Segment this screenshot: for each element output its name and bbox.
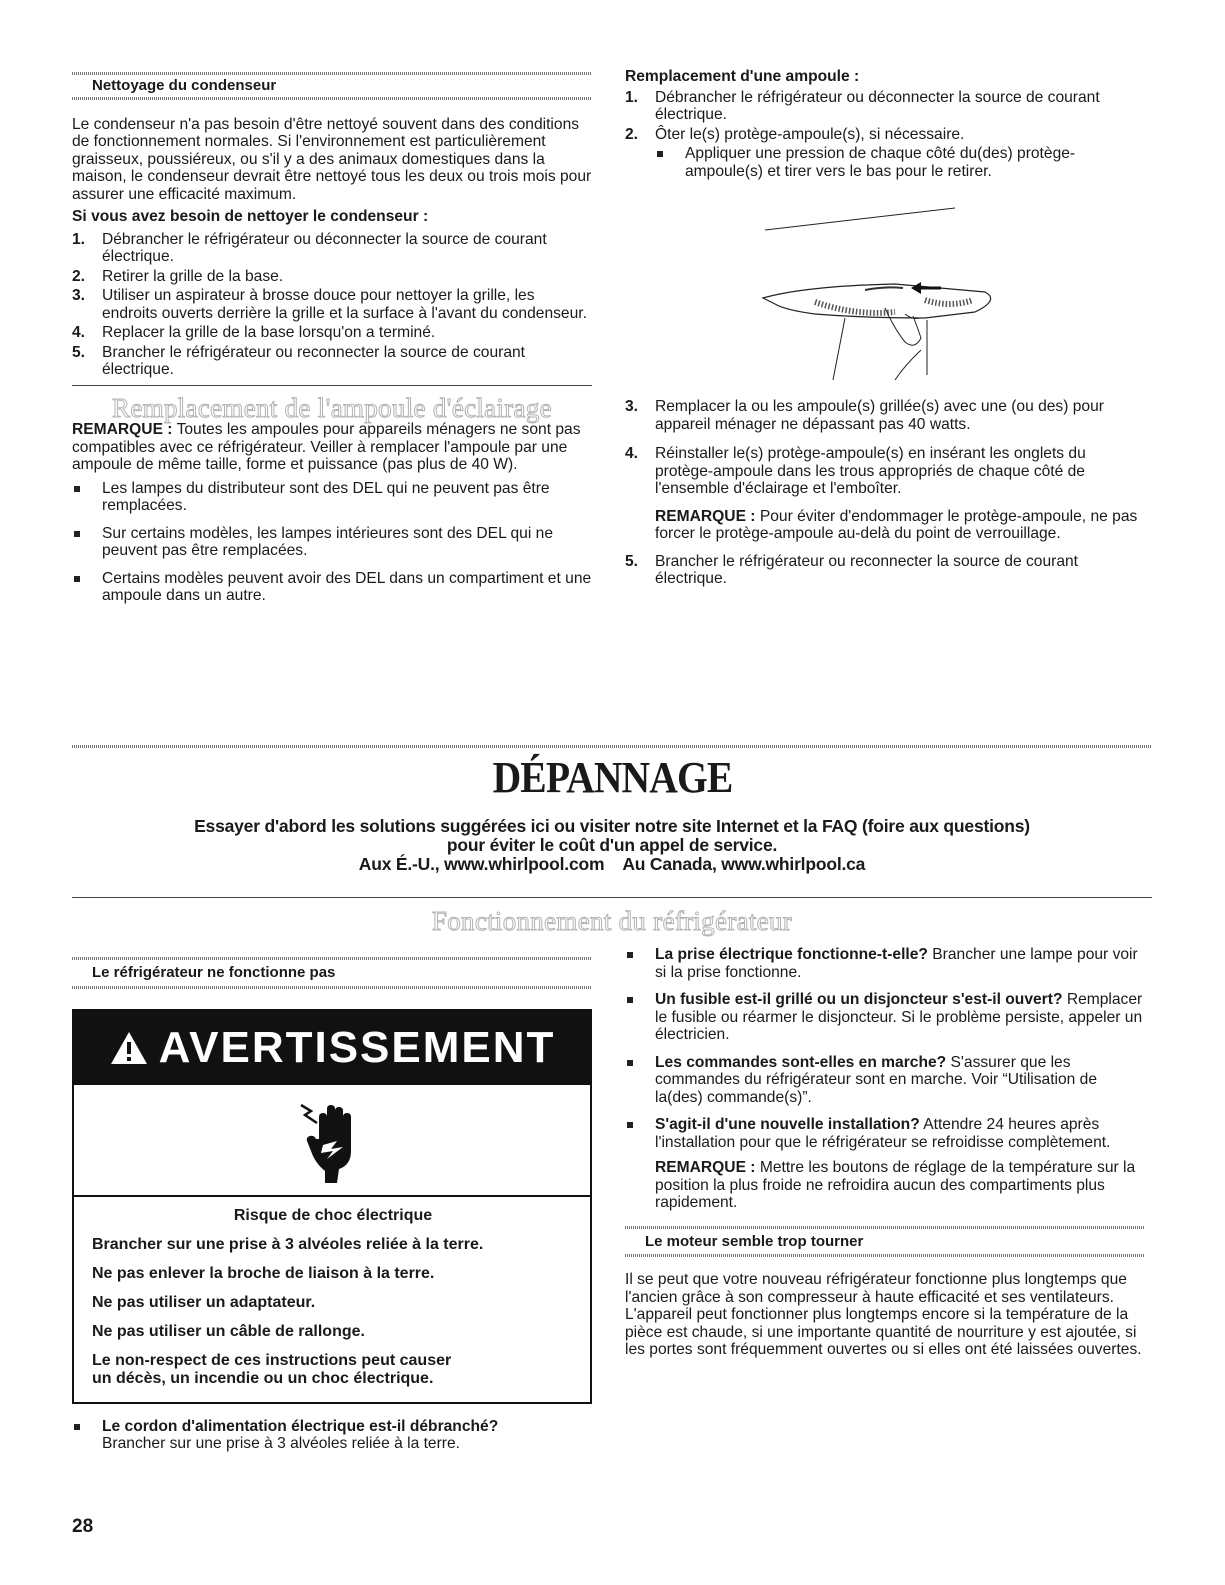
step-text: Utiliser un aspirateur à brosse douce pour nettoyer la grille, les endroits ouverts derrière la grille et la surface à l'avant du condenseur. bbox=[102, 287, 587, 322]
step-item bbox=[625, 126, 1145, 144]
intro-websites: Aux É.-U., www.whirlpool.com Au Canada, www.whirlpool.ca bbox=[358, 854, 866, 874]
note-text: Toutes les ampoules pour appareils ménagers ne sont pas compatibles avec ce réfrigérateur. Veiller à remplacer l'ampoule par une ampoule de même taille, forme et puissance (pas plus de 40 W). bbox=[72, 421, 581, 473]
bullet-item: Les lampes du distributeur sont des DEL qui ne peuvent pas être remplacées. bbox=[72, 480, 592, 515]
note-label: REMARQUE : bbox=[72, 421, 173, 438]
warning-line: Ne pas enlever la broche de liaison à la terre. bbox=[92, 1264, 435, 1282]
check-question: Le cordon d'alimentation électrique est-il débranché? bbox=[102, 1417, 499, 1435]
troubleshooting-intro bbox=[72, 817, 1152, 874]
step-item bbox=[625, 89, 1145, 124]
warning-title: AVERTISSEMENT bbox=[158, 1022, 556, 1072]
bullet-item: Appliquer une pression de chaque côté du(des) protège-ampoule(s) et tirer vers le bas pour le retirer. bbox=[655, 145, 1145, 180]
bulb-bullets bbox=[72, 480, 592, 605]
step-number: 5. bbox=[72, 343, 86, 361]
check-question: S'agit-il d'une nouvelle installation? bbox=[655, 1116, 920, 1133]
motor-text: Il se peut que votre nouveau réfrigérateur fonctionne plus longtemps que l'ancien grâce à son compresseur à haute efficacité et ses ventilateurs. L'appareil peut fonctionner plus longtemps encore si la température de la pièce est chaude, si une importante quantité de nourriture y est ajoutée, si les portes sont fréquemment ouvertes ou si elles ont été laissées ouvertes. bbox=[625, 1271, 1142, 1358]
step-text: Replacer la grille de la base lorsqu'on a terminé. bbox=[102, 324, 436, 341]
bulb-section-title: Remplacement de l'ampoule d'éclairage bbox=[112, 392, 552, 423]
replace-steps-c bbox=[625, 553, 1145, 588]
step-item bbox=[625, 398, 1145, 433]
page-number: 28 bbox=[72, 1516, 94, 1537]
check-question: Un fusible est-il grillé ou un disjoncteur s'est-il ouvert? bbox=[655, 991, 1063, 1008]
step-number: 5. bbox=[625, 552, 639, 570]
warning-body bbox=[74, 1197, 590, 1402]
warning-consequence: un décès, un incendie ou un choc électrique. bbox=[92, 1369, 434, 1387]
intro-line: pour éviter le coût d'un appel de service. bbox=[446, 835, 778, 855]
note-label: REMARQUE : bbox=[655, 507, 756, 525]
bullet-item: Sur certains modèles, les lampes intérieures sont des DEL qui ne peuvent pas être remplacées. bbox=[72, 525, 592, 560]
warning-header bbox=[74, 1011, 590, 1085]
warning-line: Ne pas utiliser un adaptateur. bbox=[92, 1293, 316, 1311]
step-item bbox=[72, 324, 592, 342]
section-rule bbox=[72, 897, 1152, 898]
cord-check bbox=[72, 1418, 592, 1453]
step-number: 3. bbox=[625, 398, 639, 415]
warning-icon-area bbox=[74, 1085, 590, 1197]
checks-section bbox=[625, 946, 1145, 1359]
replace-steps-a bbox=[625, 89, 1145, 144]
bulb-replacement-section bbox=[625, 68, 1145, 590]
check-answer: S'assurer que les commandes du réfrigérateur sont en marche. Voir “Utilisation de la(des) commande(s)”. bbox=[655, 1053, 1098, 1106]
step-number: 1. bbox=[625, 88, 639, 106]
step-number: 2. bbox=[625, 125, 639, 143]
condenser-steps bbox=[72, 231, 592, 379]
check-question: La prise électrique fonctionne-t-elle? bbox=[655, 946, 928, 963]
intro-line: Essayer d'abord les solutions suggérées ici ou visiter notre site Internet et la FAQ (foire aux questions) bbox=[194, 816, 1030, 836]
replace-steps-b bbox=[625, 398, 1145, 498]
check-answer: Brancher une lampe pour voir si la prise fonctionne. bbox=[655, 946, 1138, 981]
warning-risk: Risque de choc électrique bbox=[233, 1206, 433, 1224]
check-answer: Brancher sur une prise à 3 alvéoles reliée à la terre. bbox=[102, 1435, 460, 1452]
not-working-section bbox=[72, 957, 592, 1463]
check-question: Les commandes sont-elles en marche? bbox=[655, 1053, 947, 1071]
condenser-if-heading: Si vous avez besoin de nettoyer le condenseur : bbox=[72, 208, 429, 225]
step4-note bbox=[625, 508, 1145, 543]
step2-bullets bbox=[655, 145, 1145, 180]
bullet-item: Certains modèles peuvent avoir des DEL dans un compartiment et une ampoule dans un autre. bbox=[72, 570, 592, 605]
condenser-intro: Le condenseur n'a pas besoin d'être nettoyé souvent dans des conditions de fonctionnement normales. Si l'environnement est particulièrement graisseux, poussiéreux, ou s'il y a des animaux domestiques dans la maison, le condenseur devrait être nettoyé tous les deux ou trois mois pour assurer une efficacité maximum. bbox=[72, 115, 592, 203]
warning-box bbox=[72, 1009, 592, 1404]
operation-section-title: Fonctionnement du réfrigérateur bbox=[431, 906, 793, 936]
hatch-rule bbox=[625, 1254, 1145, 1257]
check-answer: Attendre 24 heures après l'installation pour que le réfrigérateur se refroidisse complètement. bbox=[655, 1116, 1111, 1151]
step-number: 4. bbox=[72, 324, 86, 341]
not-working-heading: Le réfrigérateur ne fonctionne pas bbox=[92, 964, 336, 981]
step-text: Retirer la grille de la base. bbox=[102, 267, 284, 285]
electric-shock-hand-icon bbox=[297, 1095, 367, 1185]
check-item bbox=[625, 991, 1145, 1044]
step-number: 1. bbox=[72, 230, 86, 248]
bullet-item bbox=[72, 1418, 592, 1453]
check-answer: Remplacer le fusible ou réarmer le disjoncteur. Si le problème persiste, appeler un électricien. bbox=[655, 991, 1143, 1043]
step-item bbox=[72, 287, 592, 322]
condenser-heading: Nettoyage du condenseur bbox=[92, 77, 277, 94]
light-cover-illustration bbox=[745, 190, 1045, 390]
note-text: Pour éviter d'endommager le protège-ampoule, ne pas forcer le protège-ampoule au-delà du point de verrouillage. bbox=[655, 507, 1138, 542]
note-label: REMARQUE : bbox=[655, 1159, 756, 1176]
step-text: Débrancher le réfrigérateur ou déconnecter la source de courant électrique. bbox=[655, 88, 1100, 123]
warning-line: Brancher sur une prise à 3 alvéoles reliée à la terre. bbox=[92, 1235, 484, 1253]
hatch-rule bbox=[72, 986, 592, 989]
step-text: Brancher le réfrigérateur ou reconnecter la source de courant électrique. bbox=[655, 552, 1078, 587]
step-text: Réinstaller le(s) protège-ampoule(s) en insérant les onglets du protège-ampoule dans les trous appropriés de chaque côté de l'ensemble d'éclairage et l'emboîter. bbox=[655, 445, 1086, 497]
step-item bbox=[72, 268, 592, 286]
hatch-rule bbox=[72, 745, 1152, 748]
motor-heading: Le moteur semble trop tourner bbox=[645, 1232, 864, 1250]
step-number: 2. bbox=[72, 267, 86, 285]
note-text: Mettre les boutons de réglage de la température sur la position la plus froide ne refroidira aucun des compartiments plus rapidement. bbox=[655, 1159, 1136, 1211]
check-item bbox=[625, 1054, 1145, 1107]
replace-heading: Remplacement d'une ampoule : bbox=[625, 68, 860, 85]
check-list bbox=[625, 946, 1145, 1151]
step-item bbox=[625, 553, 1145, 588]
warning-consequence: Le non-respect de ces instructions peut causer bbox=[92, 1351, 452, 1369]
step-text: Ôter le(s) protège-ampoule(s), si nécessaire. bbox=[655, 125, 965, 143]
check-item bbox=[625, 946, 1145, 981]
step-item bbox=[625, 445, 1145, 498]
section-rule bbox=[72, 385, 592, 386]
check-item bbox=[625, 1116, 1145, 1151]
warning-triangle-icon bbox=[109, 1030, 149, 1066]
page-title: DÉPANNAGE bbox=[492, 753, 733, 802]
checks-note bbox=[625, 1159, 1145, 1212]
step-text: Brancher le réfrigérateur ou reconnecter la source de courant électrique. bbox=[102, 343, 525, 378]
condenser-section bbox=[72, 72, 592, 615]
step-text: Remplacer la ou les ampoule(s) grillée(s) avec une (ou des) pour appareil ménager ne dépassant pas 40 watts. bbox=[655, 398, 1104, 433]
step-number: 3. bbox=[72, 287, 86, 304]
bulb-note bbox=[72, 421, 592, 474]
step-item bbox=[72, 231, 592, 266]
step-number: 4. bbox=[625, 445, 639, 462]
hatch-rule bbox=[72, 97, 592, 100]
step-text: Débrancher le réfrigérateur ou déconnecter la source de courant électrique. bbox=[102, 230, 547, 265]
warning-line: Ne pas utiliser un câble de rallonge. bbox=[92, 1322, 365, 1340]
step-item bbox=[72, 344, 592, 379]
